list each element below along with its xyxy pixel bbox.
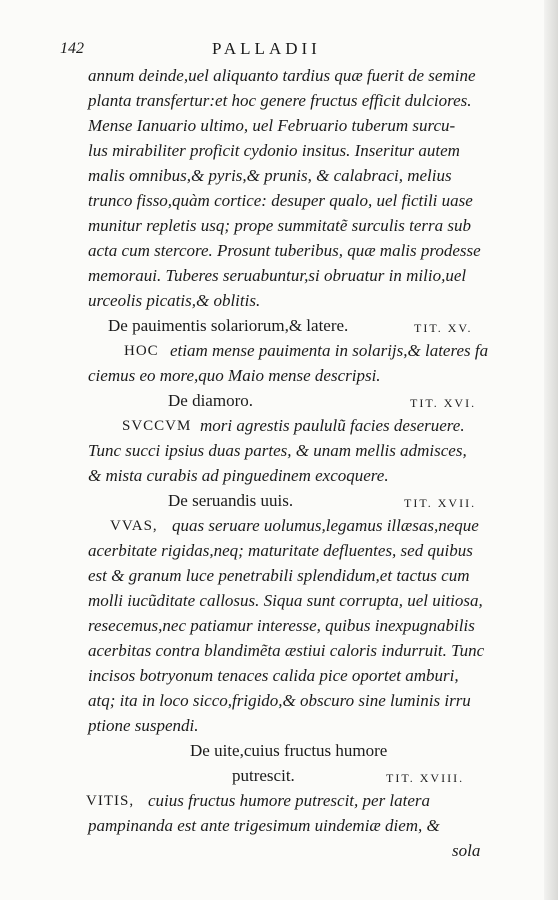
body-line-xviii-2: pampinanda est ante trigesimum uindemiæ diem, & xyxy=(88,816,440,835)
lead-word-xvii: VVAS, xyxy=(110,518,158,534)
section-heading-xviii-line-1: De uite,cuius fructus humore xyxy=(190,741,388,760)
body-line-xvii-3: est & granum luce penetrabili splendidum,et tactus cum xyxy=(88,566,470,585)
body-line-xvii-2: acerbitate rigidas,neq; maturitate defluentes, sed quibus xyxy=(88,541,473,560)
body-line-xvii-7: incisos botryonum tenaces calida pice oportet amburi, xyxy=(88,666,459,685)
section-heading-xviii-line-2: putrescit. xyxy=(232,766,295,785)
body-line-1: annum deinde,uel aliquanto tardius quæ fuerit de semine xyxy=(88,66,476,85)
lead-word-xviii: VITIS, xyxy=(86,793,135,809)
body-line-xv-1: etiam mense pauimenta in solarijs,& lateres fa xyxy=(170,341,489,360)
body-line-10: urceolis picatis,& oblitis. xyxy=(88,291,261,310)
body-line-xvii-8: atq; ita in loco sicco,frigido,& obscuro sine luminis irru xyxy=(88,691,471,710)
body-line-xvi-3: & mista curabis ad pinguedinem excoquere. xyxy=(88,466,389,485)
section-heading-xv: De pauimentis solariorum,& latere. xyxy=(108,316,349,335)
title-number-xviii: TIT. XVIII. xyxy=(386,771,465,785)
body-line-xv-2: ciemus eo more,quo Maio mense descripsi. xyxy=(88,366,381,385)
body-line-8: acta cum stercore. Prosunt tuberibus, quæ malis prodesse xyxy=(88,241,481,260)
body-line-xvii-1: quas seruare uolumus,legamus illæsas,neque xyxy=(172,516,479,535)
body-line-2: planta transfertur:et hoc genere fructus efficit dulciores. xyxy=(88,91,472,110)
body-line-9: memoraui. Tuberes seruabuntur,si obruatur in milio,uel xyxy=(88,266,467,285)
section-heading-xvii: De seruandis uuis. xyxy=(168,491,294,510)
title-number-xv: TIT. XV. xyxy=(414,321,473,335)
body-line-7: munitur repletis usq; prope summitatẽ surculis terra sub xyxy=(88,216,471,235)
body-line-xviii-1: cuius fructus humore putrescit, per latera xyxy=(148,791,431,810)
catchword: sola xyxy=(452,841,481,860)
body-line-xvii-9: ptione suspendi. xyxy=(88,716,199,735)
lead-word-xv: HOC xyxy=(124,343,159,359)
page-edge xyxy=(544,0,558,900)
section-heading-xvi: De diamoro. xyxy=(168,391,253,410)
title-number-xvii: TIT. XVII. xyxy=(404,496,477,510)
body-line-4: lus mirabiliter proficit cydonio insitus. Inseritur autem xyxy=(88,141,460,160)
body-line-6: trunco fisso,quàm cortice: desuper qualo, uel fictili uase xyxy=(88,191,473,210)
body-line-3: Mense Ianuario ultimo, uel Februario tuberum surcu- xyxy=(88,116,456,135)
body-line-xvii-4: molli iucũditate callosus. Siqua sunt corrupta, uel uitiosa, xyxy=(88,591,483,610)
page-number: 142 xyxy=(60,40,84,57)
body-line-xvii-6: acerbitas contra blandimẽta æstiui caloris indurruit. Tunc xyxy=(88,641,485,660)
title-number-xvi: TIT. XVI. xyxy=(410,396,477,410)
body-line-xvi-2: Tunc succi ipsius duas partes, & unam mellis admisces, xyxy=(88,441,467,460)
running-head: PALLADII xyxy=(212,39,321,58)
lead-word-xvi: SVCCVM xyxy=(122,418,192,434)
body-line-xvi-1: mori agrestis paululũ facies deseruere. xyxy=(200,416,465,435)
body-line-xvii-5: resecemus,nec patiamur interesse, quibus inexpugnabilis xyxy=(88,616,475,635)
body-line-5: malis omnibus,& pyris,& prunis, & calabraci, melius xyxy=(88,166,452,185)
